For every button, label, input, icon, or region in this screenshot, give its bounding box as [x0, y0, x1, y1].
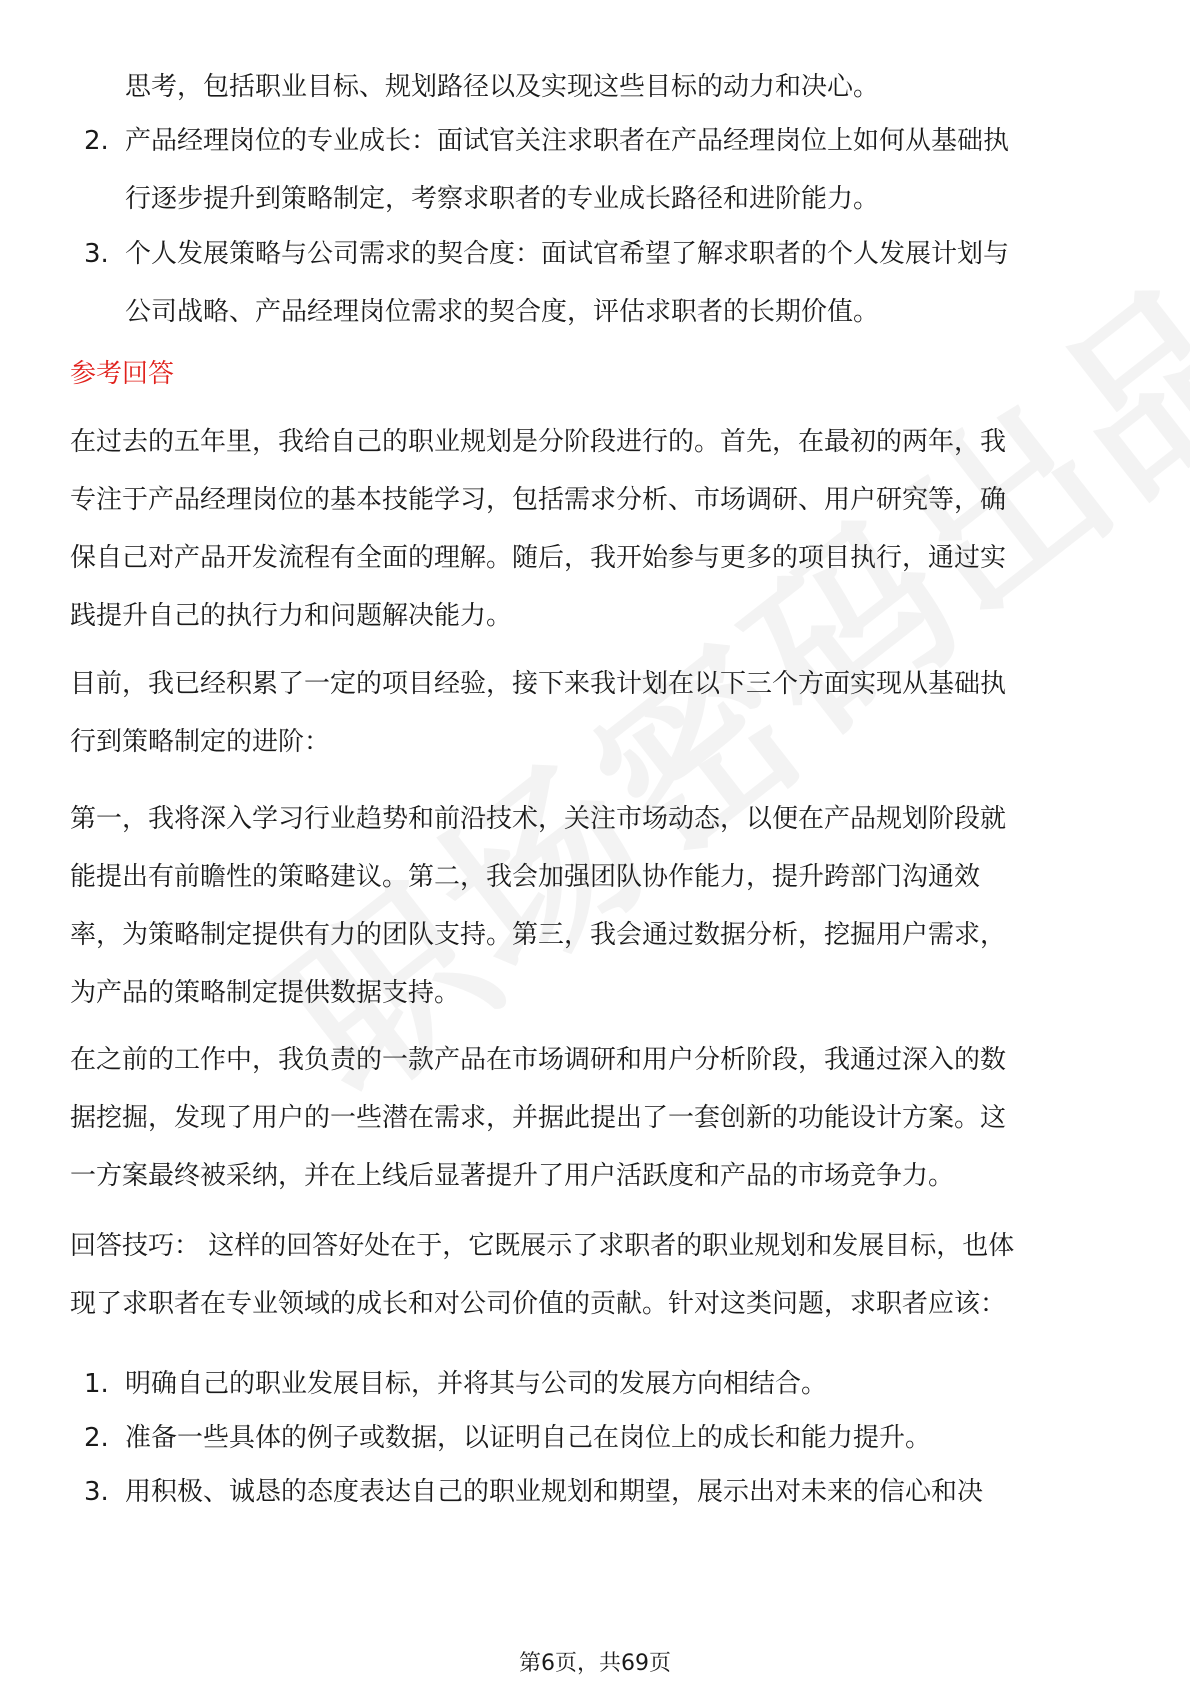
list-number: 1.: [84, 1369, 109, 1399]
tips-item-text: 明确自己的职业发展目标，并将其与公司的发展方向相结合。: [125, 1369, 828, 1399]
answer-paragraph-3: [70, 790, 1110, 1022]
list-number: 2.: [84, 126, 109, 156]
paragraph-line: 为产品的策略制定提供数据支持。: [70, 978, 461, 1008]
paragraph-line: 在过去的五年里，我给自己的职业规划是分阶段进行的。首先，在最初的两年，我: [70, 427, 1007, 457]
answer-tips: [70, 1217, 1110, 1333]
tips-item-text: 用积极、诚恳的态度表达自己的职业规划和期望，展示出对未来的信心和决: [125, 1477, 984, 1507]
tips-line: 现了求职者在专业领域的成长和对公司价值的贡献。针对这类问题，求职者应该：: [70, 1289, 1007, 1319]
paragraph-line: 践提升自己的执行力和问题解决能力。: [70, 601, 513, 631]
tips-item-1: [70, 1355, 1110, 1413]
paragraph-line: 一方案最终被采纳，并在上线后显著提升了用户活跃度和产品的市场竞争力。: [70, 1161, 955, 1191]
criteria-item-3-line-2: 公司战略、产品经理岗位需求的契合度，评估求职者的长期价值。: [125, 297, 880, 327]
tips-item-text: 准备一些具体的例子或数据，以证明自己在岗位上的成长和能力提升。: [125, 1423, 932, 1453]
tips-list: [70, 1355, 1110, 1521]
criteria-item-3-line-1: 个人发展策略与公司需求的契合度：面试官希望了解求职者的个人发展计划与: [125, 239, 1010, 269]
reference-answer-heading: 参考回答: [70, 359, 175, 389]
paragraph-line: 在之前的工作中，我负责的一款产品在市场调研和用户分析阶段，我通过深入的数: [70, 1045, 1007, 1075]
paragraph-line: 行到策略制定的进阶：: [70, 727, 331, 757]
tips-line: 回答技巧： 这样的回答好处在于，它既展示了求职者的职业规划和发展目标，也体: [70, 1231, 1015, 1261]
answer-paragraph-1: [70, 413, 1110, 645]
criteria-item-2: [70, 112, 1110, 228]
answer-paragraph-4: [70, 1031, 1110, 1205]
list-number: 3.: [84, 1477, 109, 1507]
list-number: 2.: [84, 1423, 109, 1453]
paragraph-line: 率，为策略制定提供有力的团队支持。第三，我会通过数据分析，挖掘用户需求，: [70, 920, 1007, 950]
paragraph-line: 专注于产品经理岗位的基本技能学习，包括需求分析、市场调研、用户研究等，确: [70, 485, 1007, 515]
page-number: 第6页，共69页: [519, 1651, 671, 1676]
criteria-section: [70, 58, 1110, 341]
criteria-item-2-line-2: 行逐步提升到策略制定，考察求职者的专业成长路径和进阶能力。: [125, 184, 880, 214]
list-number: 3.: [84, 239, 109, 269]
paragraph-line: 目前，我已经积累了一定的项目经验，接下来我计划在以下三个方面实现从基础执: [70, 669, 1007, 699]
paragraph-line: 第一，我将深入学习行业趋势和前沿技术，关注市场动态，以便在产品规划阶段就: [70, 804, 1007, 834]
criteria-item-3: [70, 225, 1110, 341]
paragraph-line: 据挖掘，发现了用户的一些潜在需求，并据此提出了一套创新的功能设计方案。这: [70, 1103, 1007, 1133]
tips-item-3: [70, 1463, 1110, 1521]
criteria-item-1-tail: 思考，包括职业目标、规划路径以及实现这些目标的动力和决心。: [125, 72, 880, 102]
answer-paragraph-2: [70, 655, 1110, 771]
paragraph-line: 保自己对产品开发流程有全面的理解。随后，我开始参与更多的项目执行，通过实: [70, 543, 1007, 573]
criteria-item-2-line-1: 产品经理岗位的专业成长：面试官关注求职者在产品经理岗位上如何从基础执: [125, 126, 1010, 156]
paragraph-line: 能提出有前瞻性的策略建议。第二，我会加强团队协作能力，提升跨部门沟通效: [70, 862, 981, 892]
tips-item-2: [70, 1409, 1110, 1467]
